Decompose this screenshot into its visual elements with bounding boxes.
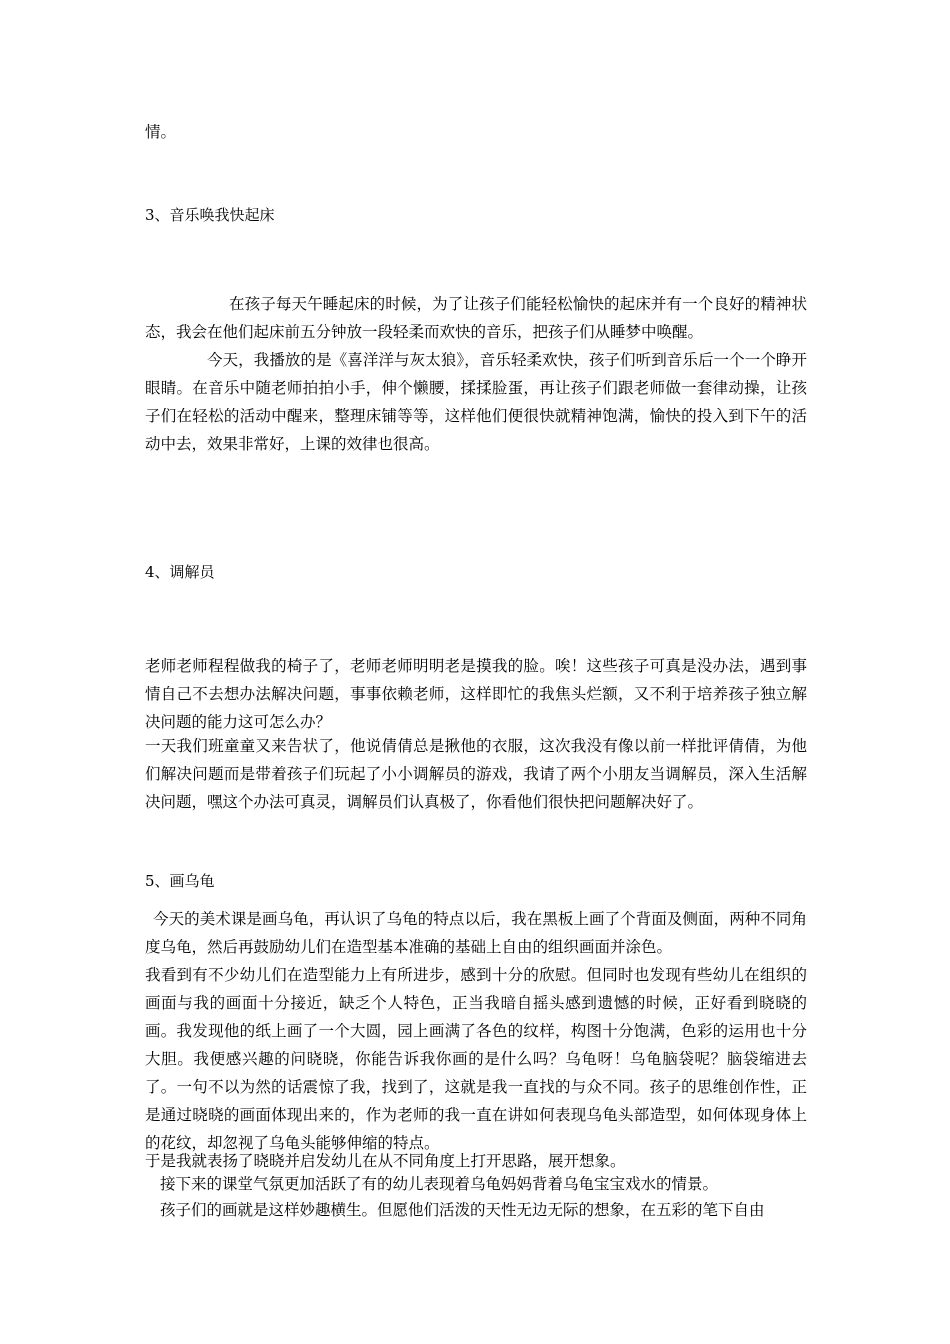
section5-paragraph-1: 今天的美术课是画乌龟，再认识了乌龟的特点以后，我在黑板上画了个背面及侧面，两种不同角度乌龟，然后再鼓励幼儿们在造型基本准确的基础上自由的组织画面并涂色。 xyxy=(145,910,807,956)
section4-paragraph-1: 老师老师程程做我的椅子了，老师老师明明老是摸我的脸。唉！这些孩子可真是没办法，遇到事情自己不去想办法解决问题，事事依赖老师，这样即忙的我焦头烂额，又不利于培养孩子独立解决问题的能力这可怎么办？ xyxy=(145,657,807,731)
section5-heading: 5、画乌龟 xyxy=(145,872,215,890)
section5-paragraph-3: 于是我就表扬了晓晓并启发幼儿在从不同角度上打开思路，展开想象。 xyxy=(145,1152,626,1170)
section3-heading: 3、音乐唤我快起床 xyxy=(145,206,275,224)
section2-tail-text: 情。 xyxy=(145,123,177,141)
section4-paragraph-2: 一天我们班童童又来告状了，他说倩倩总是揪他的衣服，这次我没有像以前一样批评倩倩，为他们解决问题而是带着孩子们玩起了小小调解员的游戏，我请了两个小朋友当调解员，深入生活解决问题，嘿这个办法可真灵，调解员们认真极了，你看他们很快把问题解决好了。 xyxy=(145,737,807,811)
section3-paragraph-2: 今天，我播放的是《喜洋洋与灰太狼》，音乐轻柔欢快，孩子们听到音乐后一个一个睁开眼睛。在音乐中随老师拍拍小手，伸个懒腰，揉揉脸蛋，再让孩子们跟老师做一套律动操，让孩子们在轻松的活动中醒来，整理床铺等等，这样他们便很快就精神饱满，愉快的投入到下午的活动中去，效果非常好，上课的效律也很高。 xyxy=(145,351,807,453)
section4-heading: 4、调解员 xyxy=(145,563,215,581)
section5-paragraph-5: 孩子们的画就是这样妙趣横生。但愿他们活泼的天性无边无际的想象，在五彩的笔下自由 xyxy=(160,1201,765,1219)
section5-paragraph-4: 接下来的课堂气氛更加活跃了有的幼儿表现着乌龟妈妈背着乌龟宝宝戏水的情景。 xyxy=(160,1175,719,1193)
section3-paragraph-1: 在孩子每天午睡起床的时候，为了让孩子们能轻松愉快的起床并有一个良好的精神状态，我会在他们起床前五分钟放一段轻柔而欢快的音乐，把孩子们从睡梦中唤醒。 xyxy=(145,295,807,341)
section5-paragraph-2: 我看到有不少幼儿们在造型能力上有所进步，感到十分的欣慰。但同时也发现有些幼儿在组织的画面与我的画面十分接近，缺乏个人特色，正当我暗自摇头感到遗憾的时候，正好看到晓晓的画。我发现他的纸上画了一个大圆，园上画满了各色的纹样，构图十分饱满，色彩的运用也十分大胆。我便感兴趣的问晓晓，你能告诉我你画的是什么吗？乌龟呀！乌龟脑袋呢？脑袋缩进去了。一句不以为然的话震惊了我，找到了，这就是我一直找的与众不同。孩子的思维创作性，正是通过晓晓的画面体现出来的，作为老师的我一直在讲如何表现乌龟头部造型，如何体现身体上的花纹，却忽视了乌龟头能够伸缩的特点。 xyxy=(145,966,807,1152)
